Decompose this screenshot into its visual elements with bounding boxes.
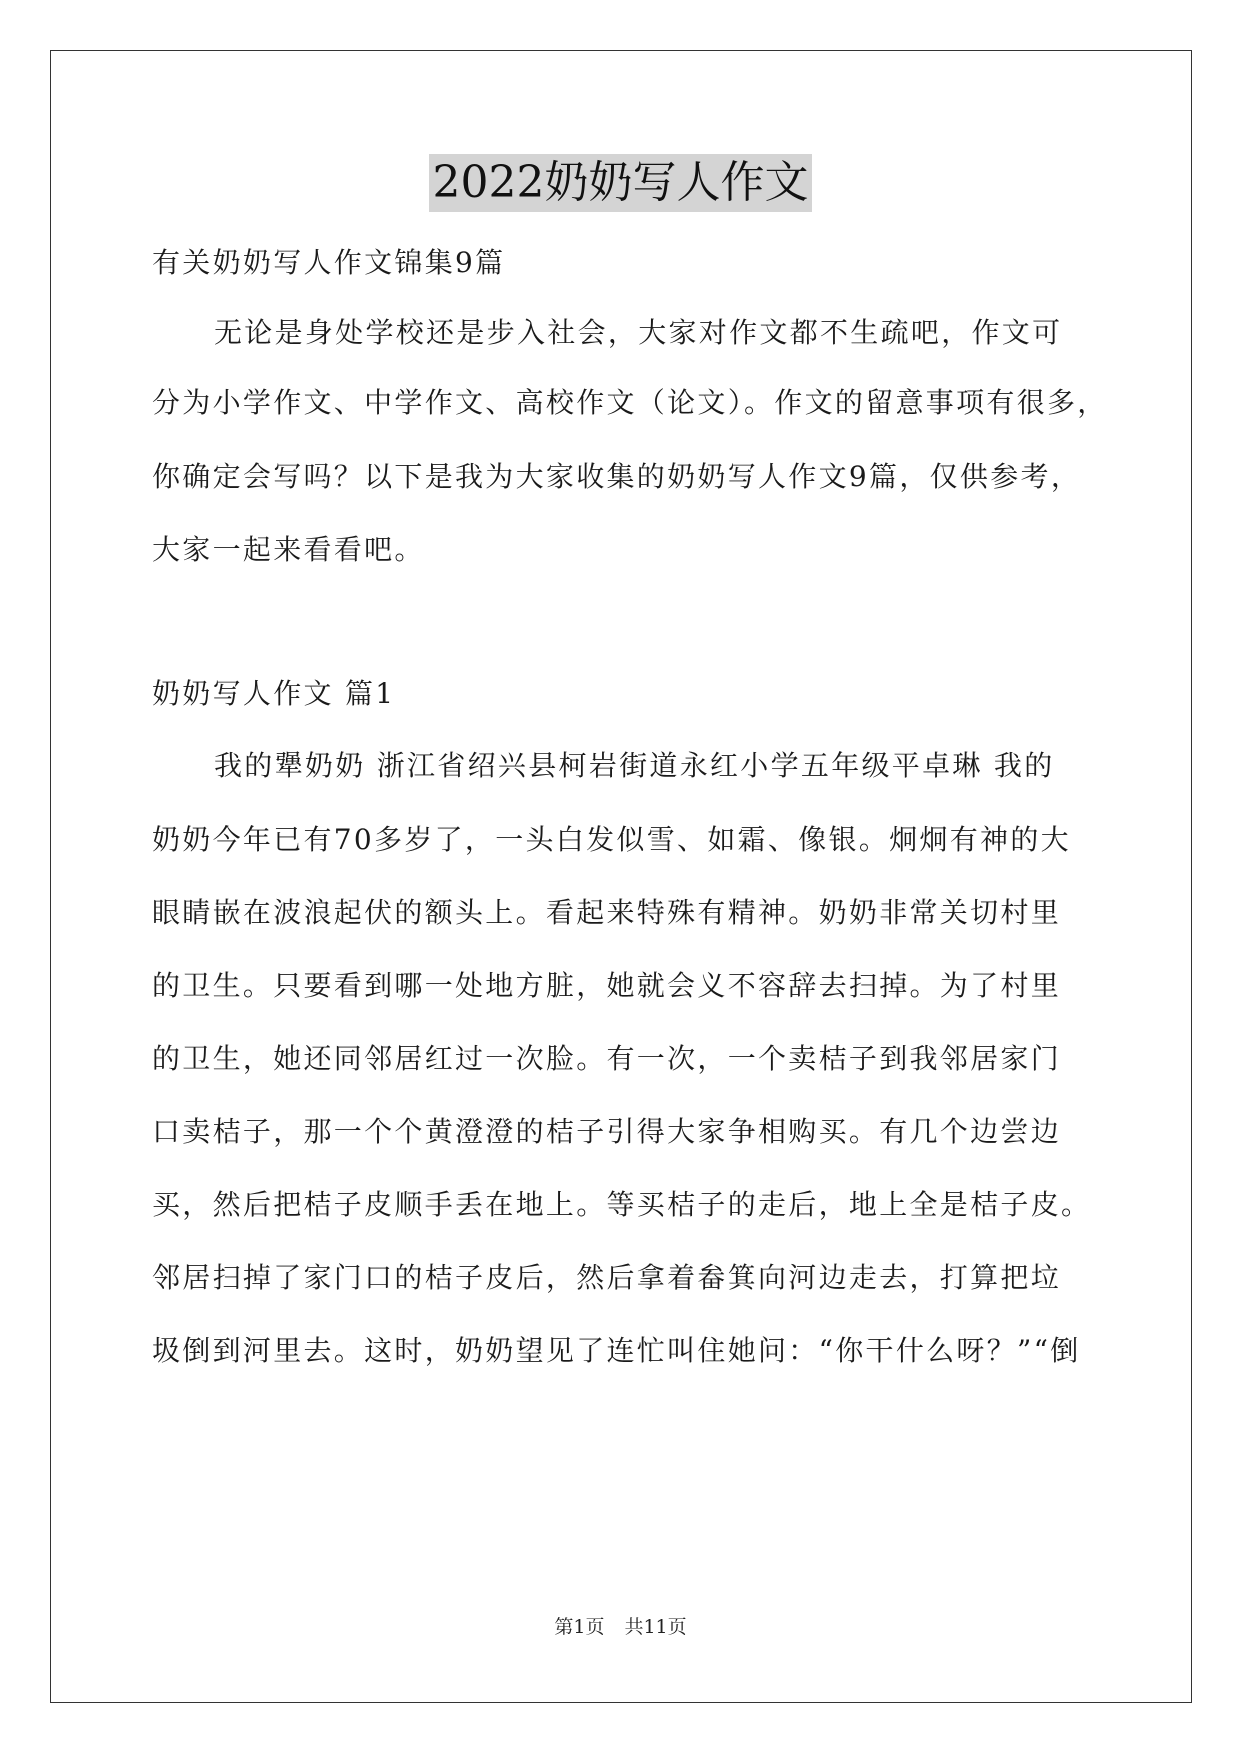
page-number: 第1页 [554,1616,605,1638]
document-title: 2022奶奶写人作文 [429,154,813,212]
body-line: 邻居扫掉了家门口的桔子皮后，然后拿着畚箕向河边走去，打算把垃 [152,1261,1062,1294]
body-line: 眼睛嵌在波浪起伏的额头上。看起来特殊有精神。奶奶非常关切村里 [152,896,1062,929]
body-line: 买，然后把桔子皮顺手丢在地上。等买桔子的走后，地上全是桔子皮。 [152,1188,1092,1221]
title-container [0,154,1241,212]
page-border [50,50,1192,1703]
body-line: 的卫生。只要看到哪一处地方脏，她就会义不容辞去扫掉。为了村里 [152,969,1062,1002]
body-line: 奶奶今年已有70多岁了，一头白发似雪、如霜、像银。炯炯有神的大 [152,823,1071,856]
section-heading: 奶奶写人作文 篇1 [152,677,396,710]
body-line: 的卫生，她还同邻居红过一次脸。有一次，一个卖桔子到我邻居家门 [152,1042,1062,1075]
intro-line: 你确定会写吗？以下是我为大家收集的奶奶写人作文9篇，仅供参考， [152,460,1082,493]
body-line: 圾倒到河里去。这时，奶奶望见了连忙叫住她问：“你干什么呀？”“倒 [152,1334,1081,1367]
intro-line: 大家一起来看看吧。 [152,533,425,566]
page-footer [0,1614,1241,1640]
intro-line: 分为小学作文、中学作文、高校作文（论文）。作文的留意事项有很多， [152,386,1108,419]
intro-line: 无论是身处学校还是步入社会，大家对作文都不生疏吧，作文可 [214,316,1063,349]
body-line: 我的犟奶奶 浙江省绍兴县柯岩街道永红小学五年级平卓琳 我的 [214,749,1055,782]
body-line: 口卖桔子，那一个个黄澄澄的桔子引得大家争相购买。有几个边尝边 [152,1115,1062,1148]
subtitle: 有关奶奶写人作文锦集9篇 [152,246,506,279]
total-pages: 共11页 [624,1616,687,1638]
